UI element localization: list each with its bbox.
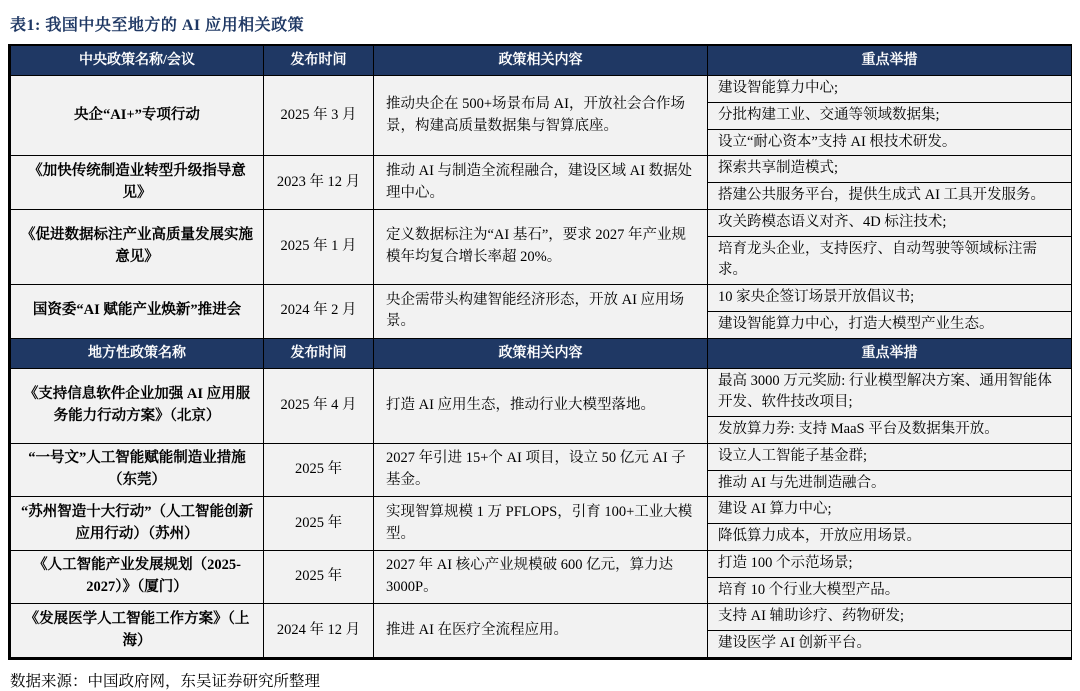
policy-content-cell: 推动 AI 与制造全流程融合，建设区域 AI 数据处理中心。 bbox=[374, 156, 708, 209]
header-cell-content: 政策相关内容 bbox=[374, 339, 708, 368]
header-cell-name: 中央政策名称/会议 bbox=[11, 46, 264, 75]
publish-date-cell: 2024 年 12 月 bbox=[264, 604, 374, 657]
measure-item: 培育龙头企业，支持医疗、自动驾驶等领域标注需求。 bbox=[718, 240, 1037, 279]
measure-item: 发放算力券: 支持 MaaS 平台及数据集开放。 bbox=[718, 421, 999, 437]
key-measures-cell bbox=[708, 369, 1071, 443]
policy-name-cell: 《人工智能产业发展规划（2025-2027）》（厦门） bbox=[11, 551, 264, 604]
policy-content-cell: 2027 年引进 15+个 AI 项目，设立 50 亿元 AI 子基金。 bbox=[374, 444, 708, 497]
measure-item: 建设智能算力中心，打造大模型产业生态。 bbox=[718, 315, 994, 332]
policy-name-cell: 《发展医学人工智能工作方案》（上海） bbox=[11, 604, 264, 657]
data-source-note: 数据来源：中国政府网，东吴证券研究所整理 bbox=[10, 672, 321, 690]
key-measures-cell bbox=[708, 604, 1071, 657]
publish-date-cell: 2023 年 12 月 bbox=[264, 156, 374, 209]
table-row bbox=[11, 497, 1071, 551]
key-measures-cell bbox=[708, 76, 1071, 155]
measure-item: 建设医学 AI 创新平台。 bbox=[718, 635, 872, 651]
measure-item: 打造 100 个示范场景; bbox=[708, 551, 1071, 578]
policy-name-cell: 央企“AI+”专项行动 bbox=[11, 76, 264, 155]
policy-name-cell: “苏州智造十大行动”（人工智能创新应用行动）（苏州） bbox=[11, 497, 264, 550]
publish-date-cell: 2025 年 3 月 bbox=[264, 76, 374, 155]
publish-date-cell: 2025 年 1 月 bbox=[264, 210, 374, 284]
key-measures-cell bbox=[708, 497, 1071, 550]
header-cell-content: 政策相关内容 bbox=[374, 46, 708, 75]
publish-date-cell: 2025 年 bbox=[264, 497, 374, 550]
policy-content-cell: 实现智算规模 1 万 PFLOPS，引育 100+工业大模型。 bbox=[374, 497, 708, 550]
central-header-row bbox=[11, 46, 1071, 76]
key-measures-cell bbox=[708, 156, 1071, 209]
measure-item: 推动 AI 与先进制造融合。 bbox=[718, 474, 886, 491]
key-measures-cell bbox=[708, 444, 1071, 497]
policy-content-cell: 打造 AI 应用生态，推动行业大模型落地。 bbox=[374, 369, 708, 443]
table-row bbox=[11, 285, 1071, 339]
measure-item: 设立“耐心资本”支持 AI 根技术研发。 bbox=[718, 133, 957, 150]
policy-content-cell: 定义数据标注为“AI 基石”，要求 2027 年产业规模年均复合增长率超 20%。 bbox=[374, 210, 708, 284]
header-cell-date: 发布时间 bbox=[264, 339, 374, 368]
policy-name-cell: 《支持信息软件企业加强 AI 应用服务能力行动方案》（北京） bbox=[11, 369, 264, 443]
table-row bbox=[11, 444, 1071, 498]
policy-name-cell: 国资委“AI 赋能产业焕新”推进会 bbox=[11, 285, 264, 338]
policy-name-cell: 《加快传统制造业转型升级指导意见》 bbox=[11, 156, 264, 209]
local-header-row bbox=[11, 339, 1071, 369]
table-row bbox=[11, 210, 1071, 285]
key-measures-cell bbox=[708, 285, 1071, 338]
measure-item: 10 家央企签订场景开放倡议书; bbox=[708, 285, 1071, 312]
page-title: 表1: 我国中央至地方的 AI 应用相关政策 bbox=[10, 17, 305, 34]
measure-item: 分批构建工业、交通等领域数据集; bbox=[708, 103, 1071, 130]
policy-name-cell: 《促进数据标注产业高质量发展实施意见》 bbox=[11, 210, 264, 284]
measure-item: 设立人工智能子基金群; bbox=[708, 444, 1071, 471]
key-measures-cell bbox=[708, 210, 1071, 284]
header-cell-measures: 重点举措 bbox=[708, 339, 1071, 368]
measure-item: 攻关跨模态语义对齐、4D 标注技术; bbox=[708, 210, 1071, 237]
publish-date-cell: 2025 年 bbox=[264, 444, 374, 497]
measure-item: 探索共享制造模式; bbox=[708, 156, 1071, 183]
policy-name-cell: “一号文”人工智能赋能制造业措施（东莞） bbox=[11, 444, 264, 497]
table-row bbox=[11, 369, 1071, 444]
policy-content-cell: 央企需带头构建智能经济形态，开放 AI 应用场景。 bbox=[374, 285, 708, 338]
measure-item: 建设智能算力中心; bbox=[708, 76, 1071, 103]
policy-content-cell: 推动央企在 500+场景布局 AI，开放社会合作场景，构建高质量数据集与智算底座。 bbox=[374, 76, 708, 155]
key-measures-cell bbox=[708, 551, 1071, 604]
table-row bbox=[11, 156, 1071, 210]
measure-item: 培育 10 个行业大模型产品。 bbox=[718, 581, 900, 598]
measure-item: 建设 AI 算力中心; bbox=[708, 497, 1071, 524]
publish-date-cell: 2024 年 2 月 bbox=[264, 285, 374, 338]
policy-table bbox=[8, 44, 1072, 660]
header-cell-date: 发布时间 bbox=[264, 46, 374, 75]
header-cell-measures: 重点举措 bbox=[708, 46, 1071, 75]
table-row bbox=[11, 551, 1071, 605]
table-row bbox=[11, 76, 1071, 156]
publish-date-cell: 2025 年 4 月 bbox=[264, 369, 374, 443]
table-row bbox=[11, 604, 1071, 657]
policy-content-cell: 推进 AI 在医疗全流程应用。 bbox=[374, 604, 708, 657]
policy-content-cell: 2027 年 AI 核心产业规模破 600 亿元，算力达 3000P。 bbox=[374, 551, 708, 604]
measure-item: 支持 AI 辅助诊疗、药物研发; bbox=[708, 604, 1071, 631]
header-cell-name: 地方性政策名称 bbox=[11, 339, 264, 368]
measure-item: 搭建公共服务平台，提供生成式 AI 工具开发服务。 bbox=[718, 187, 1046, 203]
measure-item: 最高 3000 万元奖励: 行业模型解决方案、通用智能体开发、软件技改项目; bbox=[708, 369, 1071, 418]
measure-item: 降低算力成本，开放应用场景。 bbox=[718, 528, 921, 544]
publish-date-cell: 2025 年 bbox=[264, 551, 374, 604]
